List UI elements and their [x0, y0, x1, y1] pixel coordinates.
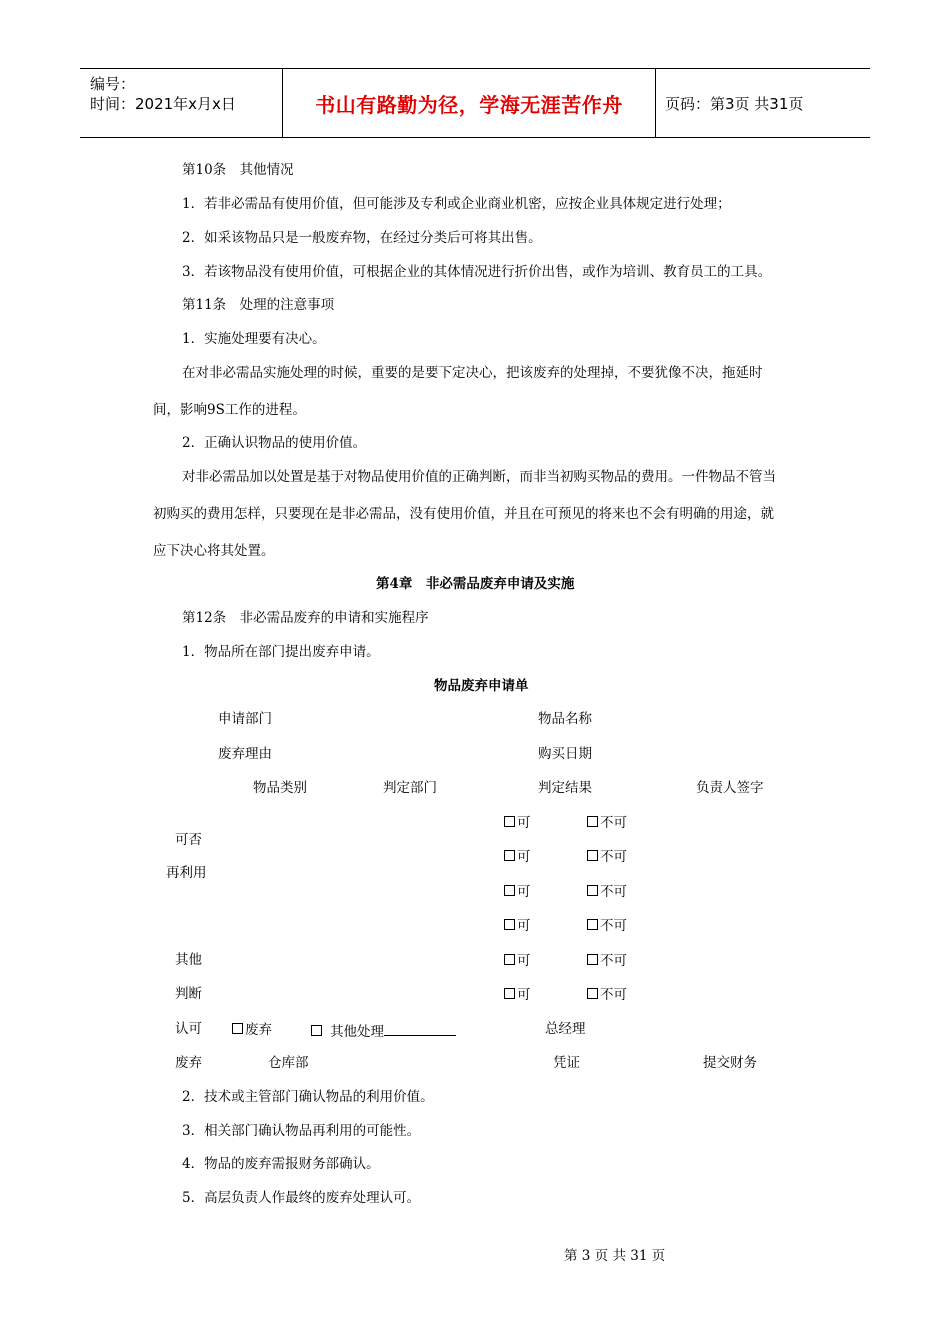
article-10-item-3: 3．若该物品没有使用价值，可根据企业的其体情况进行折价出售，或作为培训、教育员工的工具。 — [182, 264, 772, 280]
number-label: 编号： — [90, 75, 136, 93]
checkbox-icon — [587, 954, 598, 965]
checkbox-icon — [587, 850, 598, 861]
checkbox-label: 不可 — [600, 918, 627, 934]
form-title: 物品废弃申请单 — [434, 678, 529, 694]
header-page-cell — [655, 69, 870, 137]
checkbox-discard[interactable] — [232, 1023, 272, 1038]
checkbox-icon — [504, 816, 515, 827]
article-11-item-2: 2．正确认识物品的使用价值。 — [182, 435, 367, 451]
header-page-label: 页码：第3页 共31页 — [665, 94, 804, 113]
checkbox-label: 不可 — [600, 849, 627, 865]
checkbox-icon — [504, 954, 515, 965]
checkbox-no[interactable] — [587, 850, 627, 865]
checkbox-label: 不可 — [600, 987, 627, 1003]
time-label: 时间：2021年x月x日 — [90, 95, 236, 113]
form-reuse-label-2: 再利用 — [166, 865, 207, 881]
form-item-name-label: 物品名称 — [538, 711, 592, 727]
form-purchase-date-label: 购买日期 — [538, 746, 592, 762]
checkbox-label: 可 — [517, 884, 531, 900]
form-other-label-1: 其他 — [175, 952, 202, 968]
checkbox-label: 可 — [517, 987, 531, 1003]
checkbox-label: 可 — [517, 815, 531, 831]
fill-in-blank[interactable] — [384, 1023, 456, 1036]
checkbox-yes[interactable] — [504, 919, 531, 934]
article-12-item-4: 4．物品的废弃需报财务部确认。 — [182, 1156, 380, 1172]
checkbox-no[interactable] — [587, 954, 627, 969]
header-motto-cell — [282, 69, 656, 137]
checkbox-yes[interactable] — [504, 954, 531, 969]
form-gm-label: 总经理 — [545, 1021, 586, 1037]
checkbox-icon — [587, 919, 598, 930]
checkbox-label: 不可 — [600, 953, 627, 969]
article-12-title: 第12条 非必需品废弃的申请和实施程序 — [182, 610, 429, 626]
checkbox-label: 可 — [517, 953, 531, 969]
checkbox-label: 其他处理 — [330, 1024, 384, 1040]
form-col-sign: 负责人签字 — [696, 780, 764, 796]
form-discard-label: 废弃 — [175, 1055, 202, 1071]
checkbox-yes[interactable] — [504, 816, 531, 831]
article-11-paragraph-1b: 间，影响9S工作的进程。 — [153, 402, 306, 418]
form-col-category: 物品类别 — [253, 780, 307, 796]
chapter-4-heading: 第4章 非必需品废弃申请及实施 — [376, 576, 575, 592]
checkbox-other-processing[interactable] — [311, 1023, 456, 1040]
article-12-item-3: 3．相关部门确认物品再利用的可能性。 — [182, 1123, 421, 1139]
checkbox-no[interactable] — [587, 816, 627, 831]
checkbox-icon — [504, 885, 515, 896]
footer-page-number: 第 3 页 共 31 页 — [564, 1248, 666, 1264]
article-12-item-5: 5．高层负责人作最终的废弃处理认可。 — [182, 1190, 421, 1206]
form-submit-finance-label: 提交财务 — [703, 1055, 757, 1071]
motto: 书山有路勤为径，学海无涯苦作舟 — [315, 92, 623, 117]
checkbox-label: 可 — [517, 849, 531, 865]
checkbox-icon — [504, 919, 515, 930]
checkbox-icon — [587, 988, 598, 999]
checkbox-icon — [587, 885, 598, 896]
checkbox-icon — [232, 1023, 243, 1034]
article-11-paragraph-1a: 在对非必需品实施处理的时候，重要的是要下定决心，把该废弃的处理掉，不要犹像不决，拖延时 — [182, 365, 763, 381]
form-other-label-2: 判断 — [175, 986, 202, 1002]
form-apply-dept-label: 申请部门 — [218, 711, 272, 727]
article-11-paragraph-2c: 应下决心将其处置。 — [153, 543, 275, 559]
article-11-item-1: 1．实施处理要有决心。 — [182, 331, 326, 347]
checkbox-icon — [504, 988, 515, 999]
form-col-judge-dept: 判定部门 — [383, 780, 437, 796]
checkbox-no[interactable] — [587, 919, 627, 934]
form-approve-label: 认可 — [175, 1021, 202, 1037]
checkbox-no[interactable] — [587, 885, 627, 900]
form-voucher-label: 凭证 — [553, 1055, 580, 1071]
article-11-paragraph-2b: 初购买的费用怎样，只要现在是非必需品，没有使用价值，并且在可预见的将来也不会有明确的用途，就 — [153, 506, 774, 522]
checkbox-yes[interactable] — [504, 885, 531, 900]
article-10-title: 第10条 其他情况 — [182, 162, 294, 178]
checkbox-no[interactable] — [587, 988, 627, 1003]
article-10-item-1: 1．若非必需品有使用价值，但可能涉及专利或企业商业机密，应按企业具体规定进行处理； — [182, 196, 731, 212]
checkbox-label: 可 — [517, 918, 531, 934]
article-11-title: 第11条 处理的注意事项 — [182, 297, 335, 313]
page-header — [80, 68, 870, 138]
checkbox-label: 不可 — [600, 884, 627, 900]
checkbox-icon — [311, 1025, 322, 1036]
form-warehouse-label: 仓库部 — [268, 1055, 309, 1071]
checkbox-label: 不可 — [600, 815, 627, 831]
form-col-result: 判定结果 — [538, 780, 592, 796]
checkbox-yes[interactable] — [504, 850, 531, 865]
form-reuse-label-1: 可否 — [175, 832, 202, 848]
checkbox-icon — [504, 850, 515, 861]
checkbox-label: 废弃 — [245, 1022, 272, 1038]
form-reason-label: 废弃理由 — [218, 746, 272, 762]
article-12-item-1: 1．物品所在部门提出废弃申请。 — [182, 644, 380, 660]
checkbox-icon — [587, 816, 598, 827]
article-12-item-2: 2．技术或主管部门确认物品的利用价值。 — [182, 1089, 434, 1105]
header-left-cell — [80, 69, 282, 137]
article-11-paragraph-2a: 对非必需品加以处置是基于对物品使用价值的正确判断，而非当初购买物品的费用。一件物品不管当 — [182, 469, 776, 485]
checkbox-yes[interactable] — [504, 988, 531, 1003]
article-10-item-2: 2．如采该物品只是一般废弃物，在经过分类后可将其出售。 — [182, 230, 542, 246]
